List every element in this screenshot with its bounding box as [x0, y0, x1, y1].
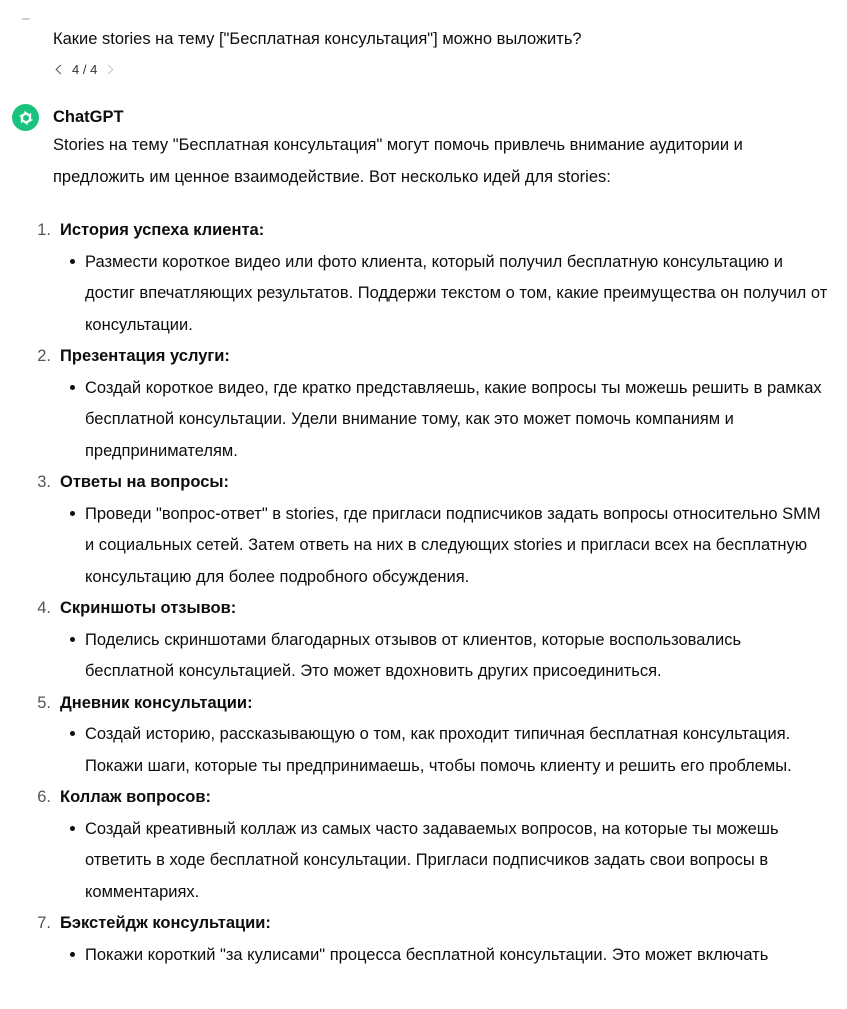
bullet-dot: [70, 731, 75, 736]
item-heading: [37, 467, 847, 499]
scroll-edge-mark: [22, 18, 30, 20]
list-item: [0, 467, 847, 593]
bullet-dot: [70, 385, 75, 390]
bullet-text: Создай креативный коллаж из самых часто задаваемых вопросов, на которые ты можешь ответить в ходе бесплатной консультации. Пригласи подписчиков задать свои вопросы в комментариях.: [60, 814, 847, 909]
bullet-text: Покажи короткий "за кулисами" процесса бесплатной консультации. Это может включать: [60, 940, 847, 972]
list-item: [0, 688, 847, 783]
ideas-list: [0, 215, 847, 971]
item-title: История успеха клиента:: [60, 221, 265, 239]
bullet-text: Размести короткое видео или фото клиента, который получил бесплатную консультацию и достиг впечатляющих результатов. Поддержи текстом о том, какие преимущества он получил от консультации.: [60, 247, 847, 342]
item-title: Скриншоты отзывов:: [60, 599, 237, 617]
item-title: Презентация услуги:: [60, 347, 230, 365]
item-number: 3.: [37, 473, 51, 491]
item-heading: [37, 908, 847, 940]
item-title: Дневник консультации:: [60, 693, 253, 712]
assistant-intro: Stories на тему "Бесплатная консультация" могут помочь привлечь внимание аудитории и предложить им ценное взаимодействие. Вот несколько идей для stories:: [53, 136, 743, 186]
item-number: 2.: [37, 347, 51, 365]
bullet-dot: [70, 259, 75, 264]
pager-label: 4 / 4: [72, 61, 98, 77]
item-number: 1.: [37, 221, 51, 239]
bullet-text: Создай историю, рассказывающую о том, как проходит типичная бесплатная консультация. Покажи шаги, которые ты предпринимаешь, чтобы помочь клиенту и решить его проблемы.: [60, 719, 847, 782]
bullet-text: Проведи "вопрос-ответ" в stories, где пригласи подписчиков задать вопросы относительно SMM и социальных сетей. Затем ответь на них в следующих stories и пригласи всех на бесплатную консультацию для более подробного обсуждения.: [60, 499, 847, 594]
openai-logo-icon: [12, 104, 39, 131]
item-number: 7.: [37, 914, 51, 932]
bullet-dot: [70, 952, 75, 957]
bullet-dot: [70, 637, 75, 642]
item-title: Бэкстейдж консультации:: [60, 914, 271, 932]
list-item: [0, 908, 847, 971]
response-pager: [53, 58, 112, 80]
item-title: Ответы на вопросы:: [60, 473, 229, 491]
bullet-text: Создай короткое видео, где кратко представляешь, какие вопросы ты можешь решить в рамках бесплатной консультации. Удели внимание тому, как это может помочь компаниям и предпринимателям.: [60, 373, 847, 468]
chevron-left-icon[interactable]: [56, 64, 66, 74]
bullet-dot: [70, 511, 75, 516]
list-item: [0, 782, 847, 908]
item-number: 6.: [37, 788, 51, 806]
item-heading: [37, 593, 847, 625]
user-message: Какие stories на тему ["Бесплатная консультация"] можно выложить?: [53, 30, 582, 48]
item-heading: [37, 215, 847, 247]
bullet-text: Поделись скриншотами благодарных отзывов от клиентов, которые воспользовались бесплатной консультацией. Это может вдохновить других присоединиться.: [60, 625, 847, 688]
item-heading: [37, 782, 847, 814]
item-heading: [37, 688, 847, 720]
item-title: Коллаж вопросов:: [60, 788, 211, 806]
item-number: 5.: [37, 693, 51, 712]
list-item: [0, 215, 847, 341]
chevron-right-icon[interactable]: [104, 64, 114, 74]
assistant-name: ChatGPT: [53, 108, 124, 126]
item-number: 4.: [37, 599, 51, 617]
list-item: [0, 593, 847, 688]
bullet-dot: [70, 826, 75, 831]
list-item: [0, 341, 847, 467]
item-heading: [37, 341, 847, 373]
